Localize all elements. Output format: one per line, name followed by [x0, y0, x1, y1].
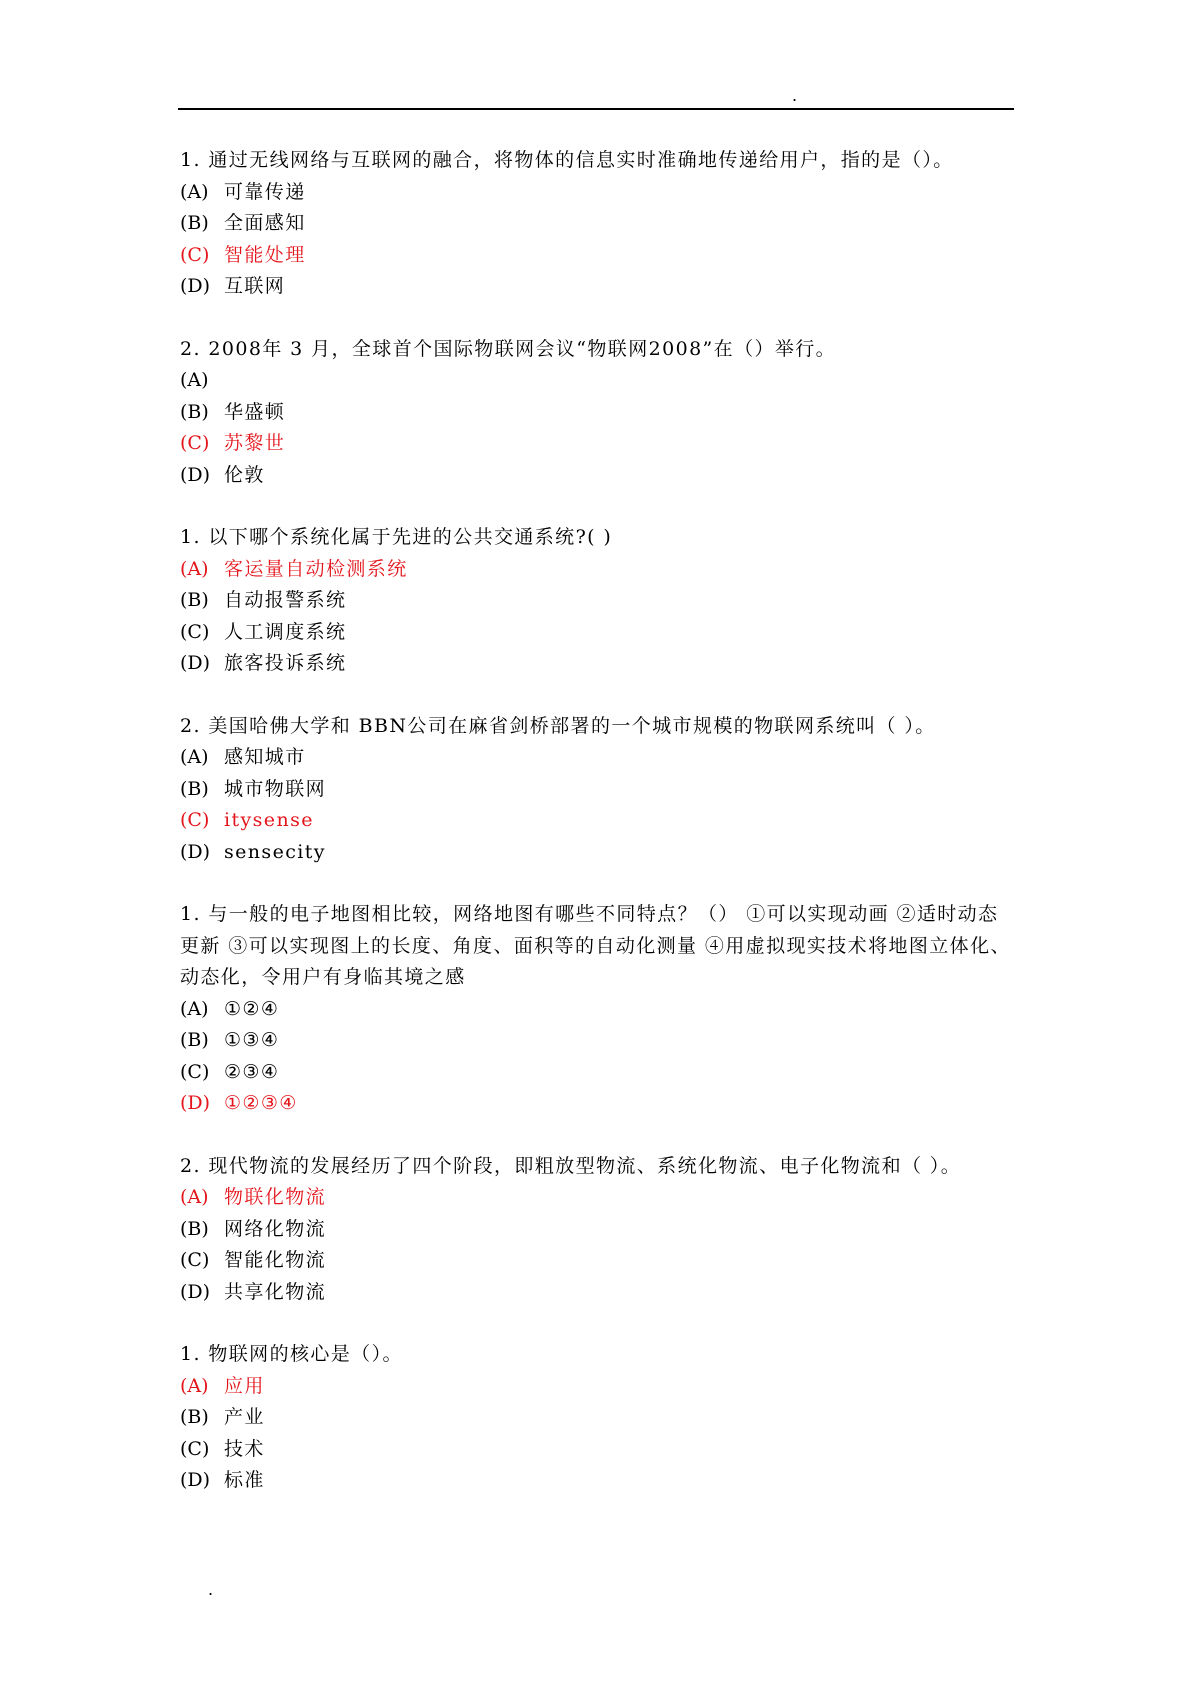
answer-option: [180, 208, 1014, 240]
question-text: 2. 现代物流的发展经历了四个阶段，即粗放型物流、系统化物流、电子化物流和（ ）。: [180, 1154, 962, 1177]
answer-option: [180, 1088, 1014, 1120]
option-text: 苏黎世: [224, 432, 286, 454]
answer-option: [180, 1245, 1014, 1277]
option-text: ①②③④: [224, 1092, 298, 1114]
option-label: (A): [180, 1374, 209, 1397]
option-label: (D): [180, 1092, 211, 1114]
answer-option: [180, 1371, 1014, 1403]
header-rule: [178, 108, 1014, 110]
option-label: (A): [180, 180, 209, 203]
question-block: [180, 334, 1014, 492]
question-block: [180, 711, 1014, 869]
option-label: (D): [180, 1469, 211, 1491]
answer-option: [180, 1025, 1014, 1057]
option-text: 客运量自动检测系统: [224, 557, 408, 580]
answer-option: [180, 1182, 1014, 1214]
answer-option: [180, 805, 1014, 837]
option-label: (A): [180, 746, 209, 768]
answer-option: [180, 554, 1014, 586]
option-label: (D): [180, 463, 211, 486]
option-label: (B): [180, 212, 209, 234]
answer-option: [180, 428, 1014, 460]
option-text: 智能处理: [224, 243, 306, 266]
option-label: (D): [180, 840, 211, 863]
option-label: (A): [180, 557, 209, 580]
option-text: 全面感知: [224, 212, 306, 234]
option-text: 技术: [224, 1437, 265, 1460]
question-text: 1. 以下哪个系统化属于先进的公共交通系统?( ): [180, 526, 613, 548]
option-label: (A): [180, 1186, 209, 1208]
question-block: [180, 899, 1014, 1120]
answer-option: [180, 1214, 1014, 1246]
option-text: 城市物联网: [224, 777, 327, 800]
option-text: 旅客投诉系统: [224, 652, 347, 674]
question-block: [180, 522, 1014, 680]
answer-option: [180, 1277, 1014, 1309]
question-block: [180, 1151, 1014, 1309]
answer-option: [180, 365, 1014, 397]
option-label: (C): [180, 1437, 210, 1460]
option-label: (B): [180, 589, 209, 611]
option-text: 感知城市: [224, 746, 306, 768]
answer-option: [180, 742, 1014, 774]
option-label: (D): [180, 275, 211, 297]
question-text: 2. 美国哈佛大学和 BBN公司在麻省剑桥部署的一个城市规模的物联网系统叫（ ）。: [180, 714, 936, 737]
answer-option: [180, 177, 1014, 209]
answer-option: [180, 460, 1014, 492]
question-text: 2. 2008年 3 月，全球首个国际物联网会议“物联网2008”在（）举行。: [180, 337, 837, 360]
option-text: sensecity: [224, 840, 326, 863]
option-text: 伦敦: [224, 463, 265, 486]
option-text: 标准: [224, 1469, 265, 1491]
answer-option: [180, 397, 1014, 429]
option-label: (B): [180, 1406, 209, 1428]
option-label: (C): [180, 809, 210, 831]
option-text: ①②④: [224, 997, 280, 1020]
question-text: 1. 物联网的核心是（）。: [180, 1343, 403, 1365]
question-text: 1. 通过无线网络与互联网的融合，将物体的信息实时准确地传递给用户，指的是（）。: [180, 149, 954, 171]
option-label: (B): [180, 1029, 209, 1051]
answer-option: [180, 271, 1014, 303]
answer-option: [180, 837, 1014, 869]
option-text: 应用: [224, 1374, 265, 1397]
footer-mark: .: [208, 1580, 214, 1599]
option-label: (A): [180, 369, 209, 391]
option-text: 互联网: [224, 275, 286, 297]
option-text: ②③④: [224, 1060, 280, 1083]
option-text: 智能化物流: [224, 1249, 327, 1271]
answer-option: [180, 994, 1014, 1026]
option-label: (C): [180, 1060, 210, 1083]
question-text: 1. 与一般的电子地图相比较，网络地图有哪些不同特点？（） ①可以实现动画 ②适时动态更新 ③可以实现图上的长度、角度、面积等的自动化测量 ④用虚拟现实技术将地图立体化、动态化，令用户有身临其境之感: [180, 903, 1011, 988]
option-label: (A): [180, 997, 209, 1020]
option-label: (C): [180, 432, 210, 454]
option-text: 可靠传递: [224, 180, 306, 203]
question-block: [180, 1339, 1014, 1497]
option-label: (B): [180, 1217, 209, 1240]
option-label: (D): [180, 1280, 211, 1303]
answer-option: [180, 617, 1014, 649]
answer-option: [180, 774, 1014, 806]
option-text: 网络化物流: [224, 1217, 327, 1240]
answer-option: [180, 585, 1014, 617]
option-text: 共享化物流: [224, 1280, 327, 1303]
option-text: 华盛顿: [224, 400, 286, 423]
option-text: 产业: [224, 1406, 265, 1428]
answer-option: [180, 648, 1014, 680]
option-text: ①③④: [224, 1029, 280, 1051]
answer-option: [180, 1057, 1014, 1089]
option-label: (B): [180, 777, 209, 800]
option-label: (B): [180, 400, 209, 423]
option-label: (C): [180, 243, 210, 266]
option-text: 自动报警系统: [224, 589, 347, 611]
option-text: 物联化物流: [224, 1186, 327, 1208]
answer-option: [180, 1434, 1014, 1466]
option-label: (D): [180, 652, 211, 674]
answer-option: [180, 1465, 1014, 1497]
answer-option: [180, 1402, 1014, 1434]
option-label: (C): [180, 620, 210, 643]
question-list: [180, 145, 1014, 1497]
question-block: [180, 145, 1014, 303]
option-text: itysense: [224, 809, 314, 831]
header-mark: .: [792, 86, 798, 105]
answer-option: [180, 240, 1014, 272]
option-text: 人工调度系统: [224, 620, 347, 643]
option-label: (C): [180, 1249, 210, 1271]
